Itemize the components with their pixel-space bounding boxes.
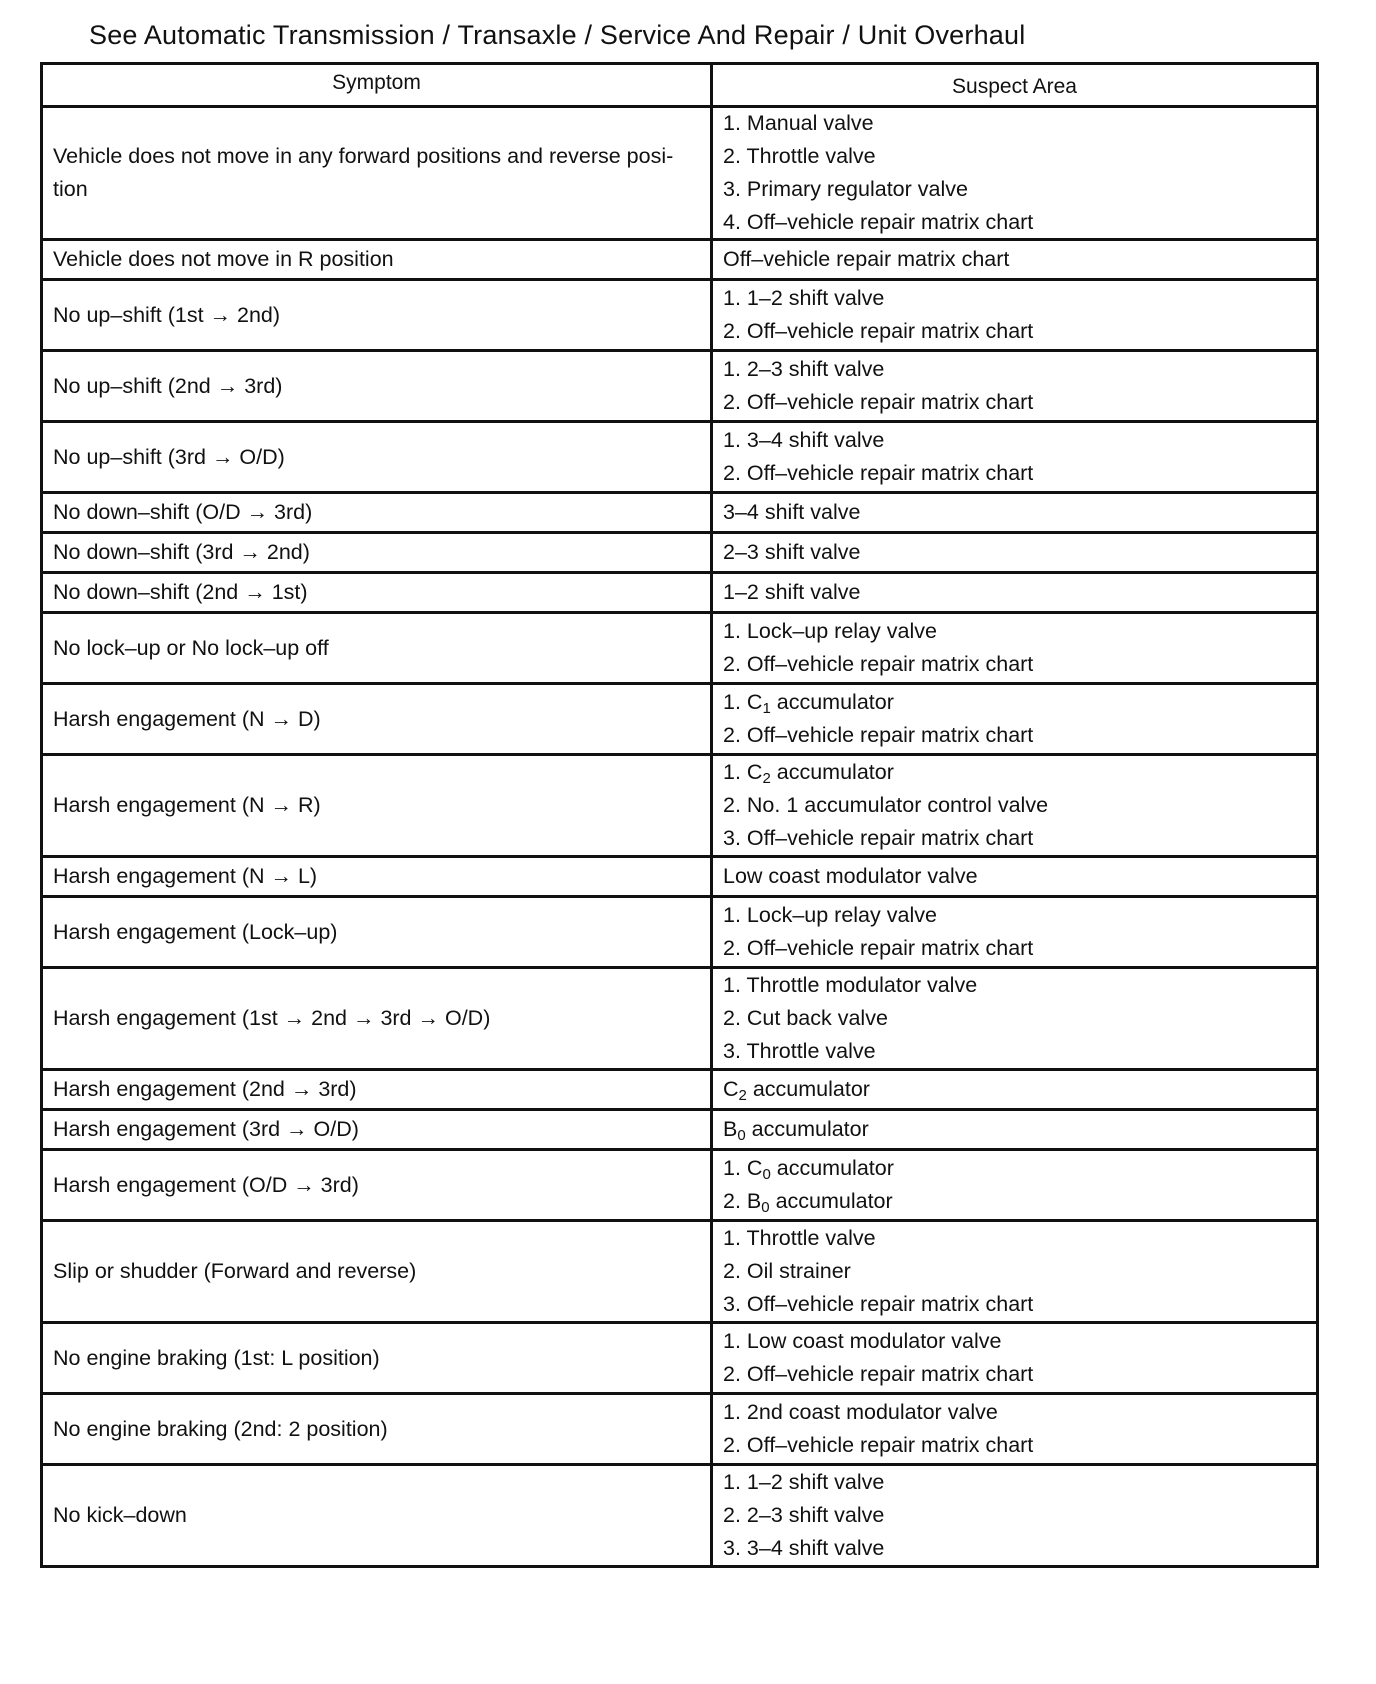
suspect-area-item: 2. Off–vehicle repair matrix chart [723,390,1034,414]
suspect-area-cell [713,534,1316,571]
table-row [43,571,1316,611]
suspect-area-cell [713,685,1316,753]
symptom-line: Slip or shudder (Forward and reverse) [53,1259,417,1283]
suspect-area-item: 3. Throttle valve [723,1039,876,1063]
table-header-row [43,65,1316,105]
symptom-line: No up–shift (1st → 2nd) [53,302,281,327]
suspect-area-item: 2. Cut back valve [723,1006,888,1030]
table-row [43,491,1316,531]
suspect-area-cell [713,1466,1316,1565]
suspect-area-item: Off–vehicle repair matrix chart [723,247,1010,271]
symptom-cell [43,108,713,238]
table-row [43,966,1316,1068]
suspect-area-cell [713,756,1316,855]
suspect-area-item: 1. Throttle valve [723,1226,876,1250]
suspect-area-cell [713,1222,1316,1321]
symptom-cell [43,352,713,420]
symptom-line: Harsh engagement (N → L) [53,864,318,888]
symptom-line: Harsh engagement (N → R) [53,793,321,817]
suspect-area-item: 2. Off–vehicle repair matrix chart [723,723,1034,747]
suspect-area-cell [713,614,1316,682]
table-row [43,1321,1316,1392]
suspect-area-item: $C_2$ accumulator [723,1077,870,1104]
table-row [43,349,1316,420]
table-row [43,1219,1316,1321]
symptom-cell [43,685,713,753]
symptom-line: No kick–down [53,1503,187,1527]
symptom-line: Harsh engagement (O/D → 3rd) [53,1172,359,1197]
suspect-area-cell [713,1395,1316,1463]
symptom-line: No up–shift (3rd → O/D) [53,444,285,469]
suspect-area-cell [713,1111,1316,1148]
symptom-cell [43,1111,713,1148]
symptom-cell [43,423,713,491]
symptom-line: Vehicle does not move in any forward positions and reverse posi- [53,144,674,168]
table-row [43,682,1316,753]
suspect-area-cell [713,352,1316,420]
suspect-area-cell [713,1324,1316,1392]
table-row [43,1463,1316,1565]
suspect-area-item: 2. Off–vehicle repair matrix chart [723,936,1034,960]
table-row [43,105,1316,238]
suspect-area-item: 2–3 shift valve [723,540,861,564]
suspect-area-item: 4. Off–vehicle repair matrix chart [723,210,1034,234]
header-symptom: Symptom [43,65,713,105]
symptom-cell [43,898,713,966]
symptom-cell [43,1151,713,1219]
suspect-area-item: 3. Off–vehicle repair matrix chart [723,826,1034,850]
suspect-area-cell [713,898,1316,966]
suspect-area-cell [713,281,1316,349]
suspect-area-item: 1. 1–2 shift valve [723,1470,885,1494]
troubleshooting-table [40,62,1319,1568]
table-row [43,1108,1316,1148]
table-row [43,895,1316,966]
symptom-line: Vehicle does not move in R position [53,247,394,271]
symptom-line: No down–shift (O/D → 3rd) [53,500,313,524]
suspect-area-item: 1. Low coast modulator valve [723,1329,1002,1353]
symptom-cell [43,1324,713,1392]
symptom-line: Harsh engagement (Lock–up) [53,919,338,944]
suspect-area-item: 1. $C_0$ accumulator [723,1156,894,1183]
table-row [43,278,1316,349]
suspect-area-item: 3. Primary regulator valve [723,177,968,201]
symptom-cell [43,756,713,855]
suspect-area-item: 1. Lock–up relay valve [723,903,937,927]
suspect-area-item: 1. 2nd coast modulator valve [723,1400,998,1424]
suspect-area-item: Low coast modulator valve [723,864,978,888]
symptom-cell [43,574,713,611]
suspect-area-item: 1. $C_2$ accumulator [723,760,894,787]
suspect-area-cell [713,1151,1316,1219]
symptom-line: tion [53,177,88,201]
suspect-area-cell [713,241,1316,278]
table-row [43,1068,1316,1108]
symptom-line: No up–shift (2nd → 3rd) [53,373,283,398]
suspect-area-cell [713,1071,1316,1108]
suspect-area-item: 1–2 shift valve [723,580,861,604]
suspect-area-item: 2. Off–vehicle repair matrix chart [723,319,1034,343]
suspect-area-item: 2. Off–vehicle repair matrix chart [723,1433,1034,1457]
symptom-cell [43,858,713,895]
suspect-area-item: 3–4 shift valve [723,500,861,524]
suspect-area-item: 3. 3–4 shift valve [723,1536,885,1560]
table-row [43,238,1316,278]
suspect-area-item: 1. Throttle modulator valve [723,973,978,997]
symptom-cell [43,1395,713,1463]
suspect-area-item: 2. 2–3 shift valve [723,1503,885,1527]
symptom-cell [43,1071,713,1108]
symptom-cell [43,1222,713,1321]
symptom-line: Harsh engagement (2nd → 3rd) [53,1077,357,1101]
suspect-area-item: 2. No. 1 accumulator control valve [723,793,1049,817]
table-row [43,855,1316,895]
symptom-line: No lock–up or No lock–up off [53,635,329,660]
suspect-area-item: 2. Off–vehicle repair matrix chart [723,1362,1034,1386]
suspect-area-item: 2. Oil strainer [723,1259,851,1283]
symptom-cell [43,281,713,349]
table-row [43,1148,1316,1219]
symptom-cell [43,614,713,682]
suspect-area-item: 1. 1–2 shift valve [723,286,885,310]
symptom-cell [43,1466,713,1565]
suspect-area-item: 1. Manual valve [723,111,874,135]
suspect-area-item: 1. Lock–up relay valve [723,619,937,643]
suspect-area-item: 1. $C_1$ accumulator [723,690,894,717]
symptom-cell [43,969,713,1068]
symptom-cell [43,494,713,531]
suspect-area-item: 2. Throttle valve [723,144,876,168]
symptom-line: Harsh engagement (N → D) [53,706,321,731]
symptom-line: No down–shift (2nd → 1st) [53,580,308,604]
suspect-area-cell [713,574,1316,611]
suspect-area-cell [713,494,1316,531]
table-row [43,1392,1316,1463]
suspect-area-item: 2. Off–vehicle repair matrix chart [723,652,1034,676]
suspect-area-cell [713,969,1316,1068]
suspect-area-cell [713,858,1316,895]
table-row [43,420,1316,491]
symptom-line: No engine braking (2nd: 2 position) [53,1416,388,1441]
table-row [43,753,1316,855]
suspect-area-item: 2. Off–vehicle repair matrix chart [723,461,1034,485]
symptom-cell [43,534,713,571]
suspect-area-item: 1. 3–4 shift valve [723,428,885,452]
symptom-line: Harsh engagement (1st → 2nd → 3rd → O/D) [53,1006,491,1030]
suspect-area-cell [713,108,1316,238]
symptom-line: No engine braking (1st: L position) [53,1345,380,1370]
header-suspect-area: Suspect Area [952,75,1077,98]
suspect-area-item: $B_0$ accumulator [723,1117,869,1144]
suspect-area-item: 1. 2–3 shift valve [723,357,885,381]
table-row [43,611,1316,682]
suspect-area-cell [713,423,1316,491]
symptom-line: No down–shift (3rd → 2nd) [53,540,310,564]
suspect-area-item: 2. $B_0$ accumulator [723,1189,893,1216]
symptom-cell [43,241,713,278]
table-row [43,531,1316,571]
suspect-area-item: 3. Off–vehicle repair matrix chart [723,1292,1034,1316]
page-title: See Automatic Transmission / Transaxle / Service And Repair / Unit Overhaul [89,20,1026,50]
symptom-line: Harsh engagement (3rd → O/D) [53,1117,359,1141]
